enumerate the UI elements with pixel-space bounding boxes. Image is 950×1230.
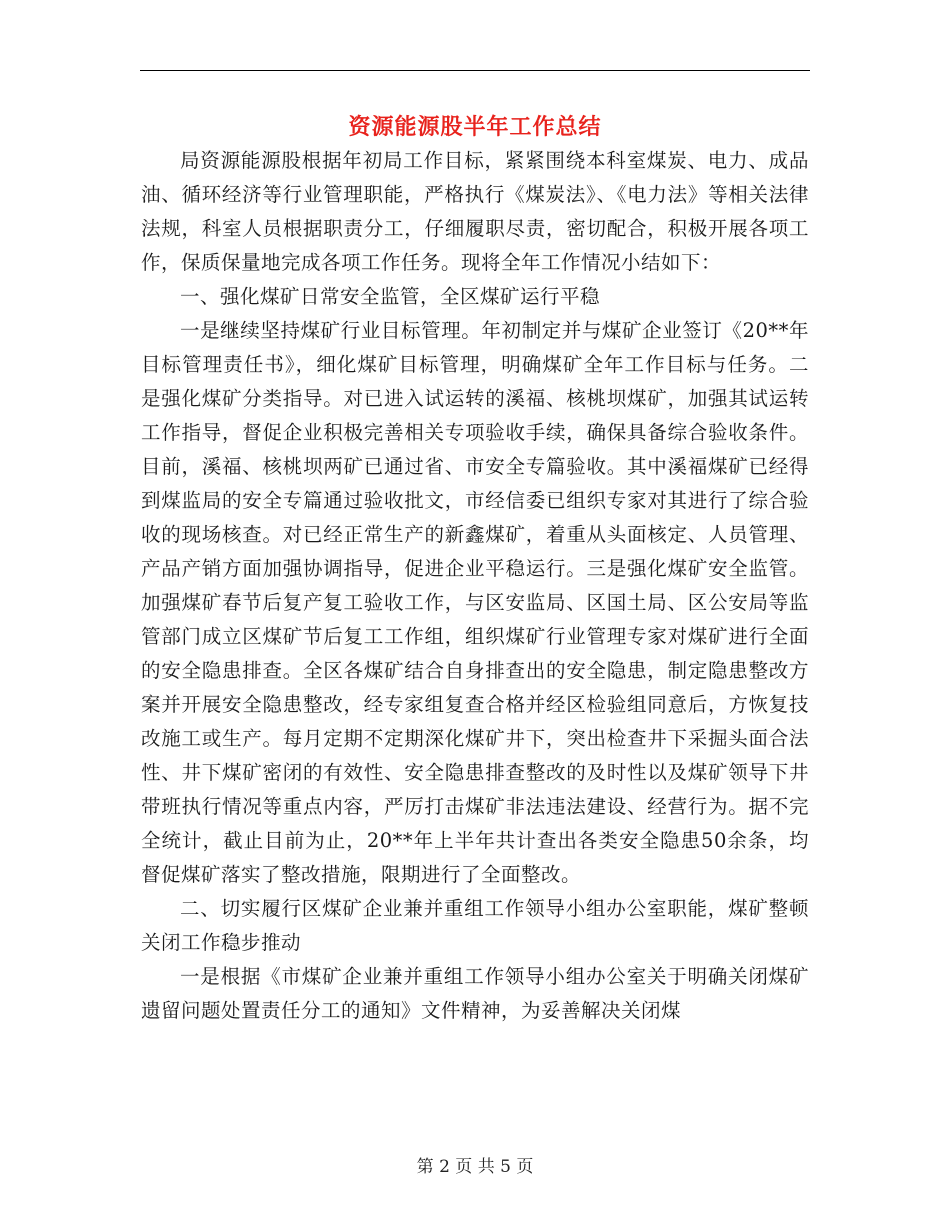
header-rule: [140, 70, 810, 71]
section-heading-1: 一、强化煤矿日常安全监管，全区煤矿运行平稳: [180, 285, 601, 308]
paragraph-section-1: 一是继续坚持煤矿行业目标管理。年初制定并与煤矿企业签订《20**年目标管理责任书》，细化煤矿目标管理，明确煤矿全年工作目标与任务。二是强化煤矿分类指导。对已进入试运转的溪福、核桃坝煤矿，加强其试运转工作指导，督促企业积极完善相关专项验收手续，确保具备综合验收条件。目前，溪福、核桃坝两矿已通过省、市安全专篇验收。其中溪福煤矿已经得到煤监局的安全专篇通过验收批文，市经信委已组织专家对其进行了综合验收的现场核查。对已经正常生产的新鑫煤矿，着重从头面核定、人员管理、产品产销方面加强协调指导，促进企业平稳运行。三是强化煤矿安全监管。加强煤矿春节后复产复工验收工作，与区安监局、区国土局、区公安局等监管部门成立区煤矿节后复工工作组，组织煤矿行业管理专家对煤矿进行全面的安全隐患排查。全区各煤矿结合自身排查出的安全隐患，制定隐患整改方案并开展安全隐患整改，经专家组复查合格并经区检验组同意后，方恢复技改施工或生产。每月定期不定期深化煤矿井下，突出检查井下采掘头面合法性、井下煤矿密闭的有效性、安全隐患排查整改的及时性以及煤矿领导下井带班执行情况等重点内容，严厉打击煤矿非法违法建设、经营行为。据不完全统计，截止目前为止，20**年上半年共计查出各类安全隐患50余条，均督促煤矿落实了整改措施，限期进行了全面整改。: [141, 319, 809, 886]
section-heading-2: 二、切实履行区煤矿企业兼并重组工作领导小组办公室职能，煤矿整顿关闭工作稳步推动: [141, 897, 809, 954]
document-title: 资源能源股半年工作总结: [348, 114, 602, 140]
page-footer: 第 2 页 共 5 页: [416, 1157, 534, 1177]
paragraph-section-2: 一是根据《市煤矿企业兼并重组工作领导小组办公室关于明确关闭煤矿遗留问题处置责任分工的通知》文件精神，为妥善解决关闭煤: [141, 965, 809, 1022]
document-body: [141, 144, 809, 1028]
paragraph-intro: 局资源能源股根据年初局工作目标，紧紧围绕本科室煤炭、电力、成品油、循环经济等行业管理职能，严格执行《煤炭法》、《电力法》等相关法律法规，科室人员根据职责分工，仔细履职尽责，密切配合，积极开展各项工作，保质保量地完成各项工作任务。现将全年工作情况小结如下：: [141, 149, 809, 274]
